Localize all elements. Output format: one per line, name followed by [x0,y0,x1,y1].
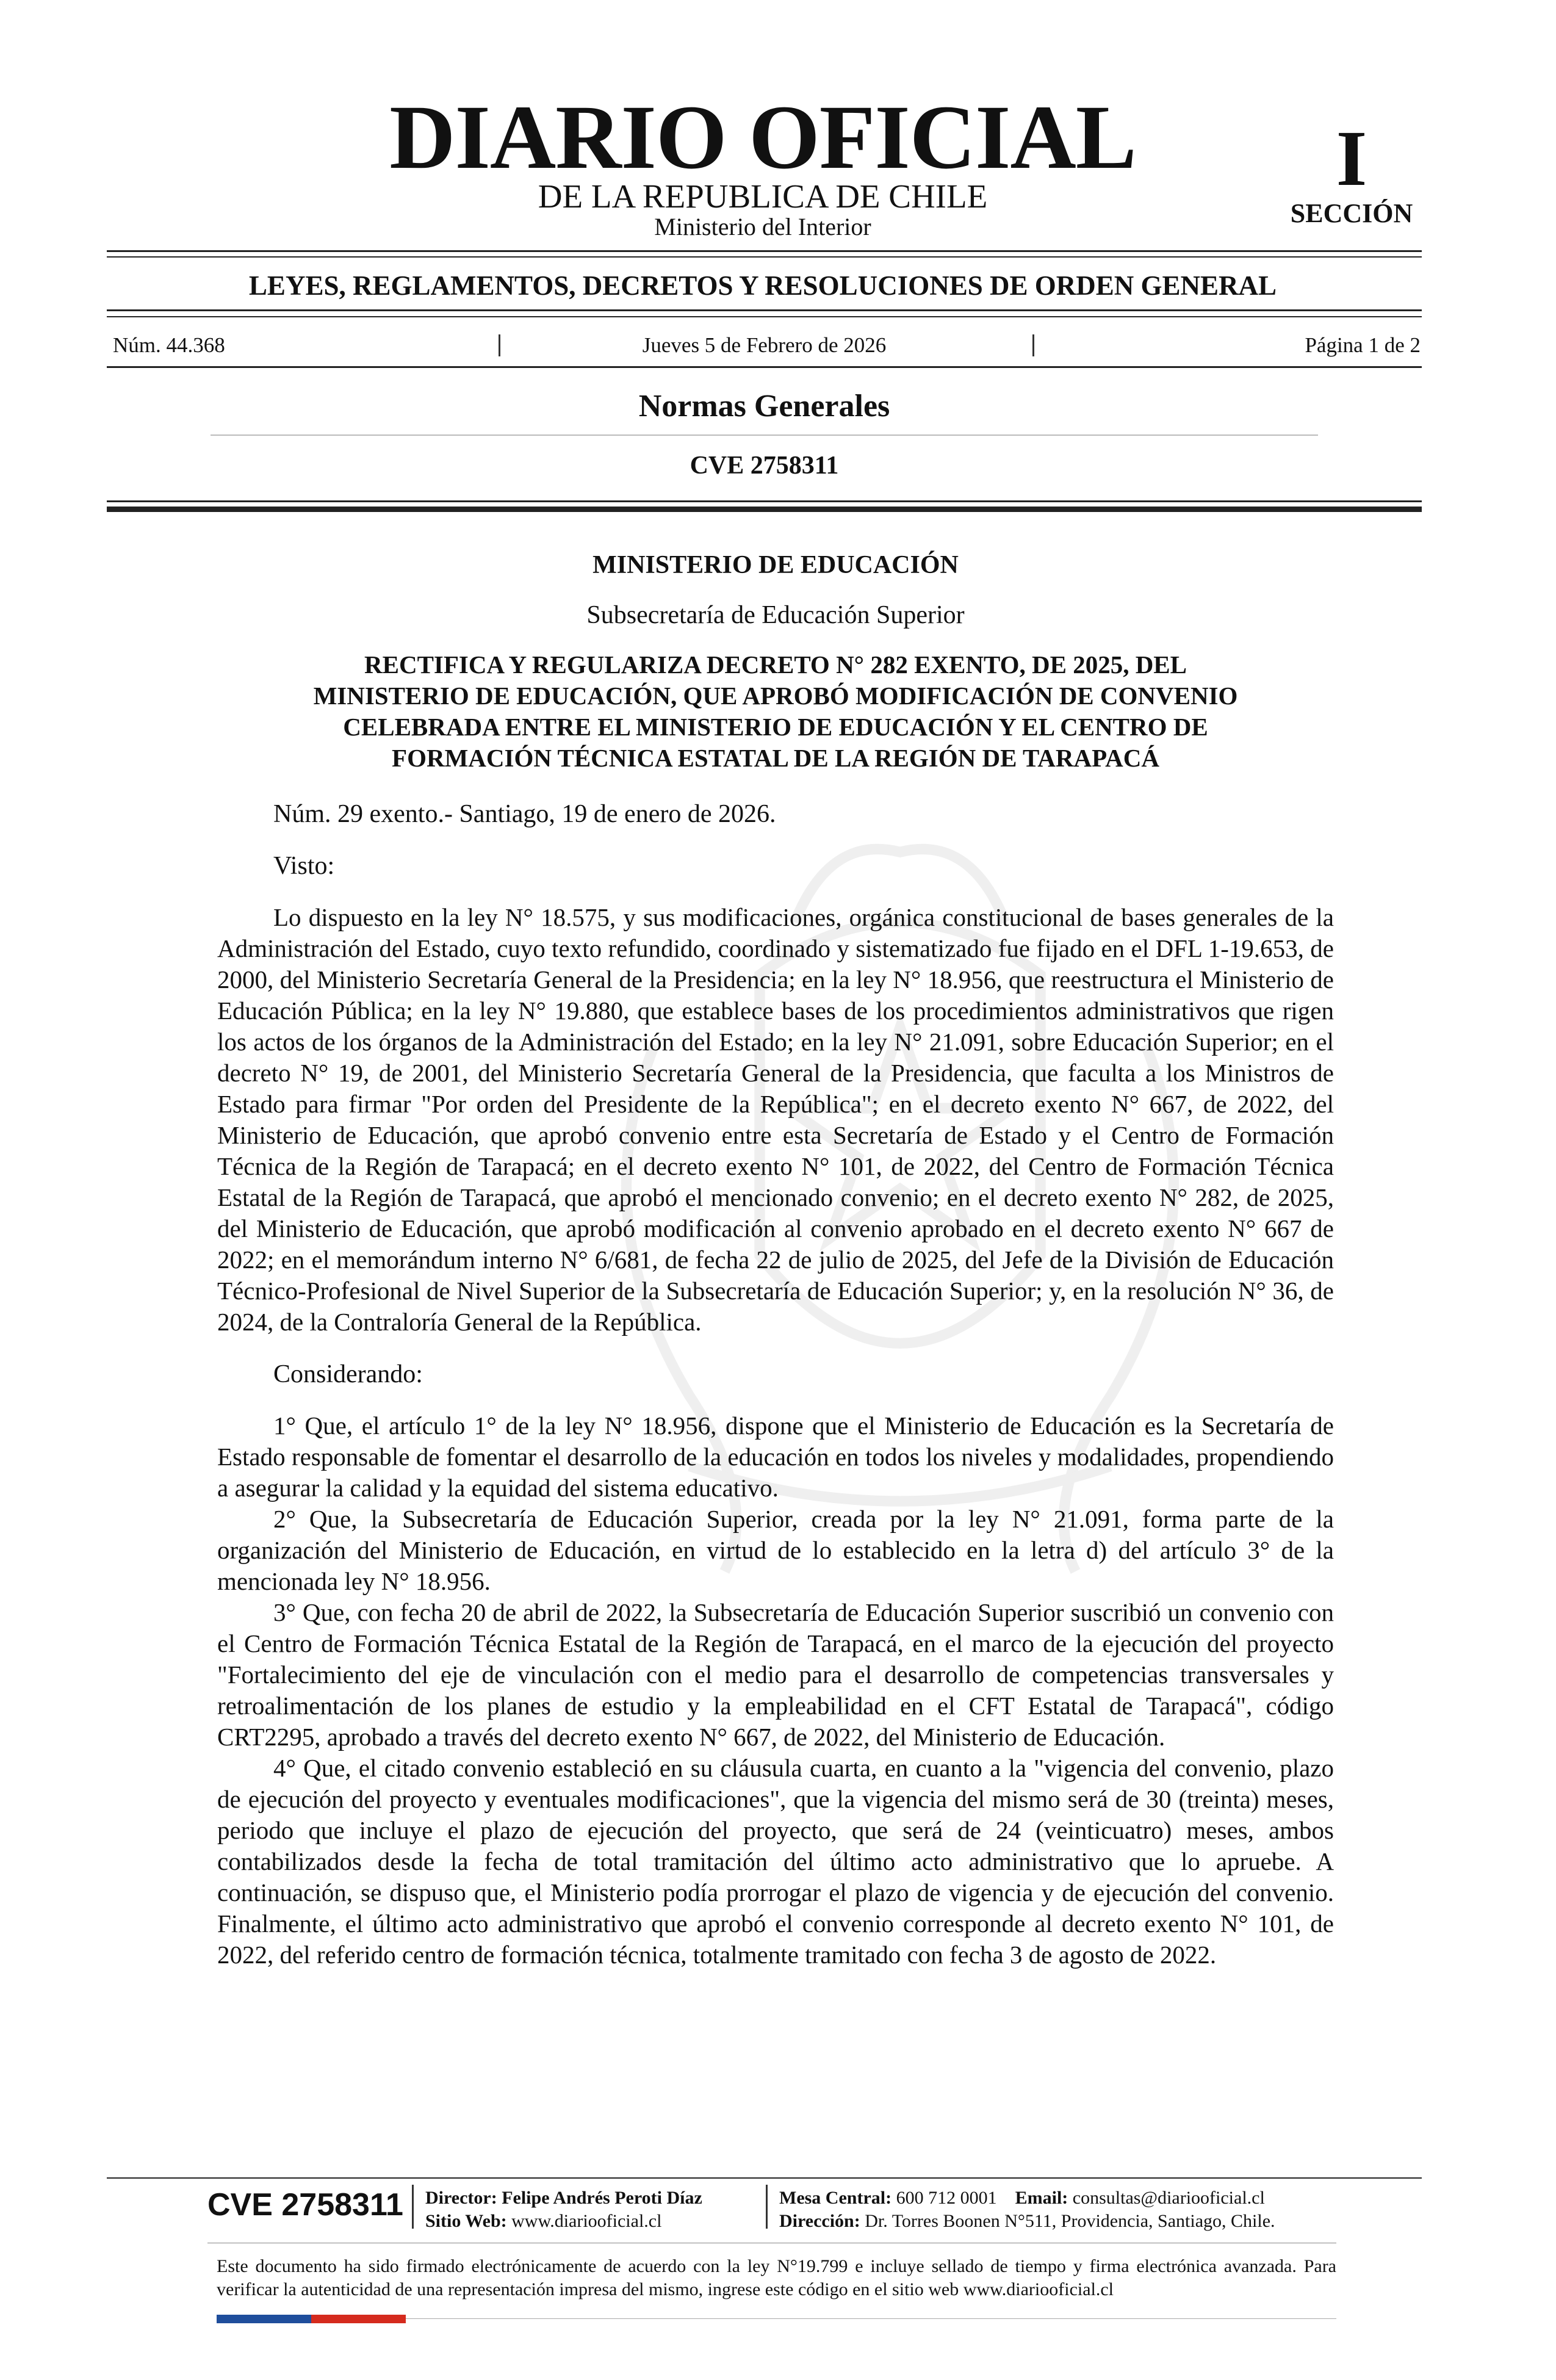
visto-paragraph: Lo dispuesto en la ley N° 18.575, y sus modificaciones, orgánica constitucional de bases generales de la Administración del Estado, cuyo texto refundido, coordinado y sistematizado fue fijado en el DFL 1-19.653, de 2000, del Ministerio Secretaría General de la Presidencia; en la ley N° 18.956, que reestructura el Ministerio de Educación Pública; en la ley N° 19.880, que establece bases de los procedimientos administrativos que rigen los actos de los órganos de la Administración del Estado; en la ley N° 21.091, sobre Educación Superior; en el decreto N° 19, de 2001, del Ministerio Secretaría General de la Presidencia, que faculta a los Ministros de Estado para firmar "Por orden del Presidente de la República"; en el decreto exento N° 667, de 2022, del Ministerio de Educación, que aprobó convenio entre esta Secretaría de Estado y el Centro de Formación Técnica de la Región de Tarapacá; en el decreto exento N° 101, de 2022, del Centro de Formación Técnica Estatal de la Región de Tarapacá, que aprobó el mencionado convenio; en el decreto exento N° 282, de 2025, del Ministerio de Educación, que aprobó modificación al convenio aprobado en el decreto exento N° 667 de 2022; en el memorándum interno N° 6/681, de fecha 22 de julio de 2025, del Jefe de la División de Educación Técnico-Profesional de Nivel Superior de la Subsecretaría de Educación Superior; y, en la resolución N° 36, de 2024, de la Contraloría General de la República. [217,903,1334,1336]
email-link[interactable]: consultas@diariooficial.cl [1072,2188,1265,2208]
legal-notice: Este documento ha sido firmado electrónicamente de acuerdo con la ley N°19.799 e incluye sellado de tiempo y firma electrónica avanzada. Para verificar la autenticidad de una representación impresa del mismo, ingrese este código en el sitio web www.diariooficial.cl [217,2256,1336,2299]
phone-label: Mesa Central: [779,2188,892,2208]
masthead-rule-top [107,250,1422,252]
section-label: SECCIÓN [1290,198,1413,228]
phone-number: 600 712 0001 [896,2188,997,2208]
visto-label: Visto: [273,852,335,880]
cve-code: CVE 2758311 [690,452,839,480]
section-heading: Normas Generales [638,389,890,424]
director-name: Felipe Andrés Peroti Díaz [502,2188,702,2208]
page-indicator: Página 1 de 2 [1305,333,1421,357]
considerando-paragraph: 2° Que, la Subsecretaría de Educación Superior, creada por la ley N° 21.091, forma parte de la organización del Ministerio de Educación, en virtud de lo establecido en la letra d) del artículo 3° de la mencionada ley N° 18.956. [217,1505,1334,1595]
section-rule [107,500,1422,502]
banner-rule [107,309,1422,311]
info-separator [1032,334,1034,356]
masthead-subtitle: DE LA REPUBLICA DE CHILE [538,178,988,215]
footer-separator [766,2185,768,2229]
issue-number: Núm. 44.368 [113,333,225,357]
footer-director-block [425,2187,702,2233]
footer-rule [107,2177,1422,2179]
masthead-title: DIARIO OFICIAL [389,87,1136,188]
footer-bottom-rule [406,2318,1336,2319]
banner-rule-2 [107,316,1422,317]
masthead-ministry: Ministerio del Interior [654,213,871,240]
director-label: Director: [425,2188,497,2208]
considerando-label: Considerando: [273,1360,423,1388]
document-body [217,549,1334,1971]
considerando-paragraph: 4° Que, el citado convenio estableció en su cláusula cuarta, en cuanto a la "vigencia del convenio, plazo de ejecución del proyecto y eventuales modificaciones", que la vigencia del mismo será de 30 (treinta) meses, periodo que incluye el plazo de ejecución del proyecto, que será de 24 (veinticuatro) meses, ambos contabilizados desde la fecha de total tramitación del último acto administrativo que lo apruebe. A continuación, se dispuso que, el Ministerio podía prorrogar el plazo de vigencia y de ejecución del convenio. Finalmente, el último acto administrativo que aprobó el convenio corresponde al decreto exento N° 101, de 2022, del referido centro de formación técnica, totalmente tramitado con fecha 3 de agosto de 2022. [217,1754,1334,1969]
title-line: MINISTERIO DE EDUCACIÓN, QUE APROBÓ MODIFICACIÓN DE CONVENIO [313,682,1238,710]
footer-separator [412,2185,414,2229]
section-rule-thick [107,507,1422,512]
address-label: Dirección: [779,2211,860,2231]
masthead-rule-top-2 [107,256,1422,258]
title-line: FORMACIÓN TÉCNICA ESTATAL DE LA REGIÓN DE TARAPACÁ [392,744,1159,772]
flag-stripe-red [311,2315,406,2323]
section-number: I [1336,115,1367,203]
decree-line: Núm. 29 exento.- Santiago, 19 de enero de 2026. [273,800,776,828]
title-line: CELEBRADA ENTRE EL MINISTERIO DE EDUCACIÓN Y EL CENTRO DE [343,713,1208,741]
email-label: Email: [1015,2188,1068,2208]
footer-cve: CVE 2758311 [207,2187,403,2223]
flag-stripe-blue [217,2315,311,2323]
considerando-paragraph: 1° Que, el artículo 1° de la ley N° 18.956, dispone que el Ministerio de Educación es la Secretaría de Estado responsable de fomentar el desarrollo de la educación en todos los niveles y modalidades, propendiendo a asegurar la calidad y la equidad del sistema educativo. [217,1412,1334,1502]
web-label: Sitio Web: [425,2211,507,2231]
considerando-paragraph: 3° Que, con fecha 20 de abril de 2022, la Subsecretaría de Educación Superior suscribió un convenio con el Centro de Formación Técnica Estatal de la Región de Tarapacá, en el marco de la ejecución del proyecto "Fortalecimiento del eje de vinculación con el medio para el desarrollo de competencias transversales y retroalimentación de los planes de estudio y la empleabilidad en el CFT Estatal de Tarapacá", código CRT2295, aprobado a través del decreto exento N° 667, de 2022, del Ministerio de Educación. [217,1598,1334,1751]
issue-date: Jueves 5 de Febrero de 2026 [642,333,887,357]
info-rule [107,366,1422,368]
heading-divider [211,435,1318,436]
address-text: Dr. Torres Boonen N°511, Providencia, Santiago, Chile. [865,2211,1275,2231]
subsecretaria-heading: Subsecretaría de Educación Superior [586,601,965,629]
masthead-banner: LEYES, REGLAMENTOS, DECRETOS Y RESOLUCIONES DE ORDEN GENERAL [248,270,1277,301]
document-title [217,649,1334,774]
footer-contact-block [779,2187,1275,2233]
title-line: RECTIFICA Y REGULARIZA DECRETO N° 282 EXENTO, DE 2025, DEL [364,651,1187,679]
ministry-heading: MINISTERIO DE EDUCACIÓN [593,551,959,579]
web-link[interactable]: www.diariooficial.cl [511,2211,662,2231]
